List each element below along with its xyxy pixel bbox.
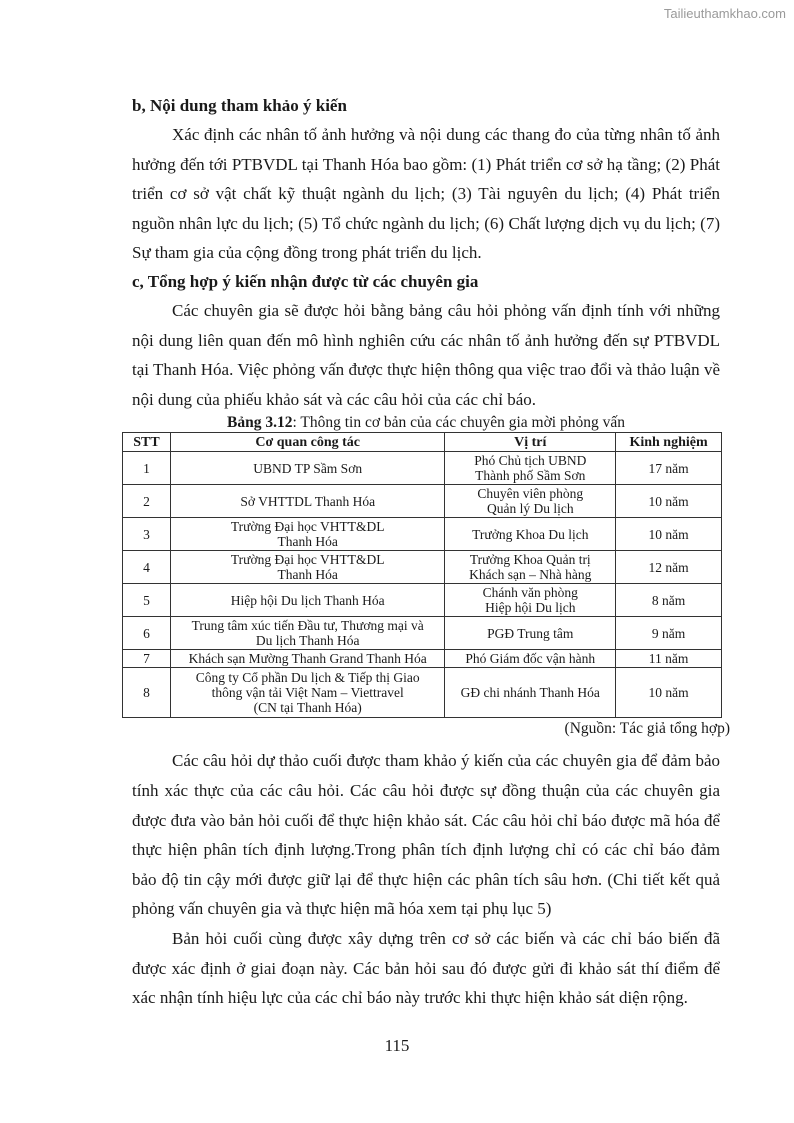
cell-stt: 4 (123, 551, 171, 584)
cell-stt: 3 (123, 518, 171, 551)
cell-position: Phó Chủ tịch UBND Thành phố Sầm Sơn (445, 452, 616, 485)
closing-paragraph-2: Bản hỏi cuối cùng được xây dựng trên cơ sở các biến và các chỉ báo biến đã được xác định ở giai đoạn này. Các bản hỏi sau đó được gửi đi khảo sát thí điểm để xác nhận tính hiệu lực của các chỉ báo này trước khi thực hiện khảo sát diện rộng. (132, 928, 720, 1008)
cell-organization: Khách sạn Mường Thanh Grand Thanh Hóa (170, 650, 444, 668)
cell-organization: Công ty Cổ phần Du lịch & Tiếp thị Giao thông vận tải Việt Nam – Viettravel (CN tại Thanh Hóa) (170, 668, 444, 718)
cell-experience: 17 năm (616, 452, 722, 485)
cell-organization: Sở VHTTDL Thanh Hóa (170, 485, 444, 518)
cell-position: Phó Giám đốc vận hành (445, 650, 616, 668)
header-organization: Cơ quan công tác (170, 433, 444, 452)
section-b-paragraph: Xác định các nhân tố ảnh hưởng và nội dung các thang đo của từng nhân tố ảnh hưởng đến tới PTBVDL tại Thanh Hóa bao gồm: (1) Phát triển cơ sở hạ tầng; (2) Phát triển cơ sở vật chất kỹ thuật ngành du lịch; (3) Tài nguyên du lịch; (4) Phát triển nguồn nhân lực du lịch; (5) Tổ chức ngành du lịch; (6) Chất lượng dịch vụ du lịch; (7) Sự tham gia của cộng đồng trong phát triển du lịch. (132, 125, 720, 263)
section-c-heading: c, Tổng hợp ý kiến nhận được từ các chuyên gia (132, 271, 479, 291)
cell-experience: 8 năm (616, 584, 722, 617)
cell-stt: 1 (123, 452, 171, 485)
cell-position: Chuyên viên phòng Quản lý Du lịch (445, 485, 616, 518)
table-caption-text: : Thông tin cơ bản của các chuyên gia mời phỏng vấn (292, 414, 625, 432)
cell-experience: 10 năm (616, 518, 722, 551)
table-row (123, 518, 722, 551)
table-header-row (123, 433, 722, 452)
table-row (123, 485, 722, 518)
table-row (123, 650, 722, 668)
cell-organization: Trung tâm xúc tiến Đầu tư, Thương mại và Du lịch Thanh Hóa (170, 617, 444, 650)
header-experience: Kinh nghiệm (616, 433, 722, 452)
cell-experience: 10 năm (616, 668, 722, 718)
cell-organization: Trường Đại học VHTT&DL Thanh Hóa (170, 551, 444, 584)
header-position: Vị trí (445, 433, 616, 452)
cell-stt: 8 (123, 668, 171, 718)
cell-position: Trưởng Khoa Du lịch (445, 518, 616, 551)
table-row (123, 668, 722, 718)
closing-paragraph-1: Các câu hỏi dự thảo cuối được tham khảo ý kiến của các chuyên gia để đảm bảo tính xác thực của các câu hỏi. Các câu hỏi được sự đồng thuận của các chuyên gia được đưa vào bản hỏi cuối để thực hiện khảo sát. Các câu hỏi chỉ báo được mã hóa để thực hiện phân tích định lượng.Trong phân tích định lượng chỉ có các chỉ báo đảm bảo độ tin cậy mới được giữ lại để thực hiện các phân tích sâu hơn. (Chi tiết kết quả phỏng vấn chuyên gia và thực hiện mã hóa xem tại phụ lục 5) (132, 751, 720, 919)
watermark: Tailieuthamkhao.com (663, 6, 786, 21)
cell-stt: 5 (123, 584, 171, 617)
cell-organization: Hiệp hội Du lịch Thanh Hóa (170, 584, 444, 617)
experts-table (122, 432, 722, 718)
cell-position: GĐ chi nhánh Thanh Hóa (445, 668, 616, 718)
cell-stt: 6 (123, 617, 171, 650)
cell-stt: 7 (123, 650, 171, 668)
cell-experience: 12 năm (616, 551, 722, 584)
table-row (123, 617, 722, 650)
cell-organization: UBND TP Sầm Sơn (170, 452, 444, 485)
header-stt: STT (123, 433, 171, 452)
section-b-heading: b, Nội dung tham khảo ý kiến (132, 96, 347, 115)
table-caption (132, 414, 720, 432)
cell-experience: 9 năm (616, 617, 722, 650)
cell-position: Trưởng Khoa Quản trị Khách sạn – Nhà hàng (445, 551, 616, 584)
cell-experience: 11 năm (616, 650, 722, 668)
table-body (123, 452, 722, 718)
page-number: 115 (384, 1036, 410, 1055)
table-source: (Nguồn: Tác giả tổng hợp) (564, 720, 730, 738)
document-page (132, 92, 730, 1013)
cell-stt: 2 (123, 485, 171, 518)
table-row (123, 551, 722, 584)
table-row (123, 452, 722, 485)
cell-experience: 10 năm (616, 485, 722, 518)
table-row (123, 584, 722, 617)
section-c-paragraph: Các chuyên gia sẽ được hỏi bằng bảng câu hỏi phỏng vấn định tính với những nội dung liên quan đến mô hình nghiên cứu các nhân tố ảnh hưởng đến sự PTBVDL tại Thanh Hóa. Việc phỏng vấn được thực hiện thông qua việc trao đổi và thảo luận về nội dung của phiếu khảo sát và các câu hỏi của các chỉ báo. (132, 300, 720, 409)
cell-organization: Trường Đại học VHTT&DL Thanh Hóa (170, 518, 444, 551)
cell-position: PGĐ Trung tâm (445, 617, 616, 650)
table-caption-label: Bảng 3.12 (227, 414, 293, 432)
cell-position: Chánh văn phòng Hiệp hội Du lịch (445, 584, 616, 617)
